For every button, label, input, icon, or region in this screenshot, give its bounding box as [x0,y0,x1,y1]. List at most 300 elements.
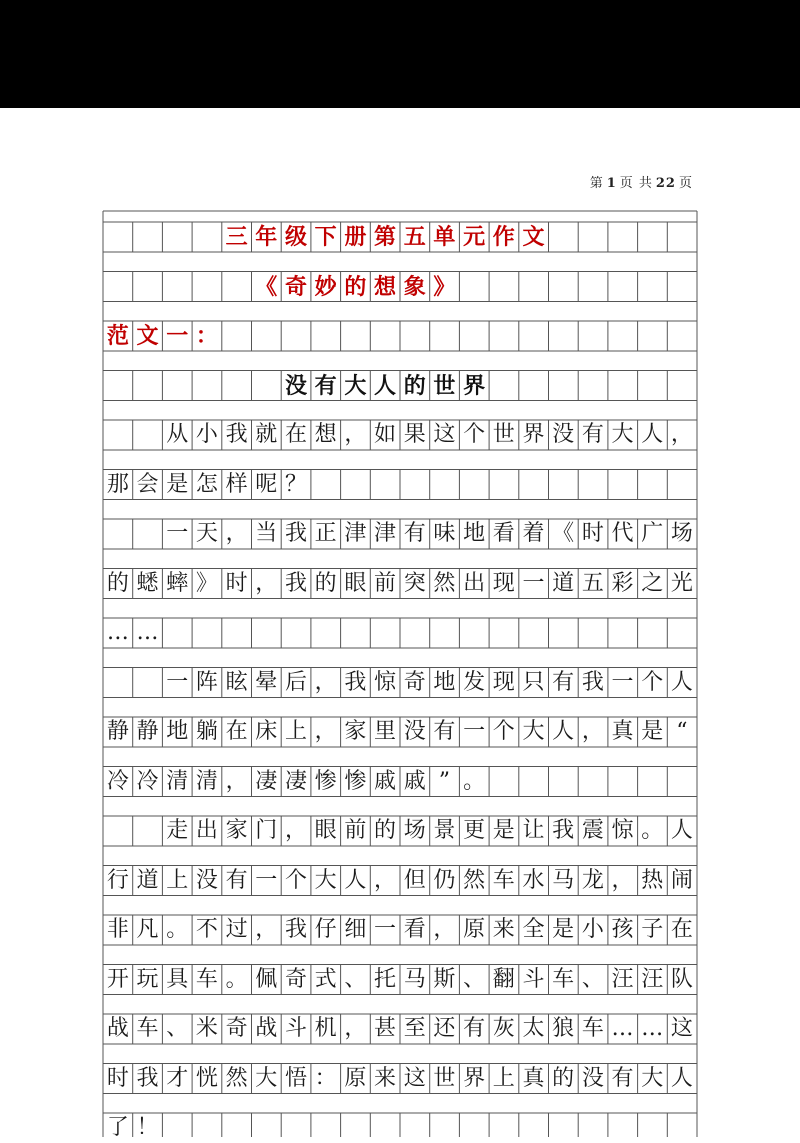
grid-cell: 的 [374,818,397,843]
grid-cell: 有 [314,372,337,399]
grid-cell: 细 [344,917,367,942]
grid-cell: 世 [433,1065,456,1091]
grid-cell: 如 [374,422,397,447]
grid-cell: 恍 [195,1065,218,1091]
grid-cell [192,618,222,648]
grid-cell [222,321,252,351]
grid-cell: 才 [166,1065,189,1091]
grid-cell: 》 [195,570,218,596]
grid-cell: 佩 [255,966,278,992]
grid-cell: ， [433,917,456,942]
grid-cell [548,321,578,351]
grid-cell [519,1113,549,1143]
grid-cell [608,767,638,797]
grid-cell [608,1113,638,1143]
grid-cell: 从 [166,422,189,447]
grid-cell: 出 [463,570,486,596]
grid-cell: 凄 [284,768,307,794]
grid-cell: 水 [522,867,545,893]
grid-cell [519,371,549,401]
grid-cell: 没 [195,867,218,893]
grid-cell: 出 [195,818,218,843]
grid-cell [103,420,133,450]
grid-cell [489,470,519,500]
grid-cell: 界 [463,1065,486,1091]
grid-cell: … [106,620,129,645]
grid-cell: 没 [403,719,426,744]
grid-cell [281,618,311,648]
grid-cell: 惨 [314,768,337,794]
grid-cell [311,618,341,648]
grid-cell: 妙 [314,273,337,300]
grid-row [103,1064,697,1094]
grid-row [103,1113,697,1143]
grid-cell [400,618,430,648]
grid-cell [578,321,608,351]
grid-cell: 下 [314,224,337,250]
grid-cell [667,767,697,797]
grid-cell: 车 [492,867,515,893]
grid-cell: 年 [255,224,278,250]
grid-cell: ？ [284,471,307,497]
grid-cell: 托 [374,966,397,992]
grid-cell: 甚 [374,1016,397,1041]
grid-cell: 行 [106,867,129,893]
grid-cell [370,618,400,648]
grid-cell [637,272,667,302]
grid-cell: 开 [106,966,129,992]
grid-cell: 人 [374,372,397,399]
grid-cell: 、 [463,966,486,992]
grid-cell: 第 [374,224,397,250]
grid-cell: 级 [284,224,307,250]
grid-cell: 地 [433,669,456,695]
grid-cell: 大 [314,867,337,893]
grid-cell: 想 [314,422,337,447]
grid-cell: 全 [522,917,545,942]
grid-cell: 个 [641,669,664,695]
grid-cell: 地 [463,521,486,546]
grid-cell: 五 [403,224,426,250]
grid-cell: 界 [463,372,486,399]
grid-cell: 一 [611,669,634,695]
grid-cell [430,470,460,500]
grid-cell [459,321,489,351]
grid-cell: 龙 [581,867,604,893]
grid-cell [459,272,489,302]
grid-row [103,618,697,648]
grid-cell [192,371,222,401]
grid-cell: 至 [403,1016,426,1041]
grid-cell: 这 [670,1016,693,1041]
grid-cell: 走 [166,818,189,843]
grid-cell: 汪 [641,966,664,992]
grid-cell: 文 [136,323,159,349]
grid-cell: 我 [284,521,307,546]
grid-cell: 眩 [225,669,248,695]
grid-cell [578,222,608,252]
grid-cell: 晕 [255,669,278,695]
grid-cell: 后 [284,669,307,695]
grid-cell: 突 [403,570,426,596]
grid-cell: 真 [522,1065,545,1091]
grid-cell: ， [255,570,278,596]
grid-cell: ， [670,422,693,447]
grid-cell: 没 [581,1065,604,1091]
grid-cell: 样 [225,471,248,497]
grid-cell: 原 [463,917,486,942]
grid-cell: 小 [195,422,218,447]
grid-cell: 三 [225,224,248,250]
grid-cell: 的 [314,570,337,596]
grid-cell: 光 [670,570,693,596]
grid-cell: 道 [136,867,159,893]
grid-cell: 当 [255,521,278,546]
grid-cell [192,222,222,252]
grid-cell: 家 [225,818,248,843]
grid-cell: 人 [552,719,575,744]
grid-row [103,668,697,698]
grid-cell [548,371,578,401]
grid-cell: 那 [106,471,129,497]
grid-cell: 在 [670,917,693,942]
grid-cell [489,371,519,401]
grid-cell: 戚 [374,768,397,794]
grid-cell: 人 [670,818,693,843]
grid-cell [578,470,608,500]
grid-cell [548,767,578,797]
grid-cell: 是 [492,818,515,843]
grid-cell: “ [676,719,688,744]
grid-cell: 我 [344,669,367,695]
grid-cell: 元 [463,224,486,250]
grid-cell [133,519,163,549]
grid-cell [548,618,578,648]
grid-cell [637,371,667,401]
grid-cell [637,618,667,648]
grid-cell [637,470,667,500]
grid-cell: 大 [641,1065,664,1091]
grid-cell [341,321,371,351]
grid-cell: 战 [255,1016,278,1041]
grid-cell: 世 [492,422,515,447]
grid-cell: … [611,1016,634,1041]
grid-cell: 味 [433,521,456,546]
grid-cell: 子 [641,917,664,942]
grid-cell: 彩 [611,570,634,596]
grid-cell: 的 [403,372,426,399]
grid-cell: 我 [581,669,604,695]
grid-cell: ， [344,422,367,447]
grid-cell [192,272,222,302]
grid-cell: 眼 [344,570,367,596]
grid-cell [637,767,667,797]
grid-cell: 《 [255,273,278,300]
grid-cell [133,816,163,846]
grid-row [103,816,697,846]
grid-cell: 马 [403,966,426,992]
grid-cell: 的 [344,273,367,300]
grid-cell: 个 [463,422,486,447]
grid-cell: 一 [166,669,189,695]
grid-cell: 现 [492,669,515,695]
grid-cell: 作 [492,224,515,250]
grid-cell [667,222,697,252]
grid-cell: 家 [344,719,367,744]
grid-cell: 床 [255,719,278,744]
grid-cell: 看 [403,917,426,942]
grid-cell [251,618,281,648]
grid-cell: 有 [552,669,575,695]
grid-cell [608,321,638,351]
grid-cell: ， [255,917,278,942]
grid-cell [489,1113,519,1143]
grid-cell: 正 [314,521,337,546]
grid-cell [341,618,371,648]
grid-cell: 有 [581,422,604,447]
grid-cell: 惊 [374,669,397,695]
grid-cell: 我 [552,818,575,843]
grid-cell: 这 [433,422,456,447]
grid-cell: 我 [136,1065,159,1091]
grid-cell: 场 [670,521,693,546]
grid-cell: 但 [403,867,426,893]
grid-cell: 是 [641,719,664,744]
grid-cell [459,618,489,648]
grid-cell: 然 [433,570,456,596]
grid-cell [489,321,519,351]
grid-cell: 静 [106,719,129,744]
grid-row [103,717,697,747]
grid-cell: 真 [611,719,634,744]
grid-cell [548,272,578,302]
grid-cell: 代 [611,521,634,546]
grid-row [103,915,697,945]
grid-cell [103,371,133,401]
grid-cell: 非 [106,917,129,942]
grid-cell: 来 [492,917,515,942]
grid-cell [192,1113,222,1143]
grid-cell [400,321,430,351]
grid-cell [519,470,549,500]
grid-cell: 范 [106,323,129,349]
grid-cell: 里 [374,719,397,744]
grid-cell: 我 [284,570,307,596]
grid-cell: 马 [552,867,575,893]
grid-cell: 眼 [314,818,337,843]
grid-cell: 单 [433,224,456,250]
grid-cell: 广 [641,521,664,546]
grid-cell [430,618,460,648]
grid-cell [608,470,638,500]
grid-cell [133,420,163,450]
grid-cell: ” [438,768,451,794]
grid-row [103,222,697,252]
grid-cell: 过 [225,917,248,942]
grid-cell: 还 [433,1016,456,1041]
grid-cell: 一 [166,521,189,546]
grid-cell: 五 [581,570,604,596]
grid-cell: 呢 [255,471,278,497]
grid-cell: 、 [344,966,367,992]
grid-cell: 时 [225,570,248,596]
grid-cell [519,321,549,351]
grid-cell: 奇 [284,966,307,992]
grid-cell: 奇 [403,669,426,695]
grid-cell [548,1113,578,1143]
grid-cell: 发 [463,669,486,695]
grid-cell: 了 [106,1115,129,1140]
grid-cell: 想 [374,273,397,300]
grid-cell: 果 [403,422,426,447]
grid-cell: 。 [166,917,189,942]
grid-cell: 翻 [492,966,515,992]
grid-cell: 人 [670,1065,693,1091]
grid-cell: 文 [522,224,545,250]
grid-cell: 机 [314,1016,337,1041]
grid-cell [251,321,281,351]
grid-cell: 清 [195,768,218,794]
grid-row [103,420,697,450]
grid-cell: 界 [522,422,545,447]
grid-row [103,569,697,599]
grid-cell [637,321,667,351]
grid-cell: 闹 [670,867,693,893]
grid-cell: 队 [670,966,693,992]
grid-cell: 有 [403,521,426,546]
grid-cell: 场 [403,818,426,843]
grid-cell: 冷 [106,768,129,794]
grid-cell: 时 [106,1065,129,1091]
grid-cell [608,222,638,252]
grid-cell [222,371,252,401]
grid-cell [341,470,371,500]
grid-cell: ， [344,1016,367,1041]
grid-cell [281,321,311,351]
grid-cell [370,321,400,351]
grid-cell: 只 [522,669,545,695]
grid-cell [548,222,578,252]
grid-cell [281,1113,311,1143]
grid-cell: 在 [284,422,307,447]
grid-cell [133,371,163,401]
grid-cell [103,272,133,302]
grid-cell: 没 [552,422,575,447]
grid-cell: 的 [552,1065,575,1091]
grid-cell: 式 [314,966,337,992]
grid-cell: 天 [195,521,218,546]
grid-cell [430,1113,460,1143]
grid-cell: 狼 [552,1016,575,1041]
grid-cell: 《 [552,521,575,546]
grid-cell: 道 [552,570,575,596]
grid-cell: 车 [136,1016,159,1041]
page-number: 第 1 页 共 22 页 [589,176,693,191]
grid-cell: 热 [641,867,664,893]
grid-cell [251,1113,281,1143]
grid-row [103,965,697,995]
grid-cell: 斯 [433,966,456,992]
grid-row [103,1014,697,1044]
grid-cell [608,371,638,401]
grid-cell: 戚 [403,768,426,794]
grid-cell: 米 [195,1016,218,1041]
grid-cell [459,470,489,500]
grid-row [103,470,697,500]
grid-cell: 斗 [284,1016,307,1041]
grid-cell: 斗 [522,966,545,992]
grid-cell: 躺 [195,719,218,744]
grid-cell: 大 [344,372,367,399]
grid-cell: 震 [581,818,604,843]
grid-cell: 静 [136,719,159,744]
grid-row [103,866,697,896]
grid-cell: 门 [255,818,278,843]
grid-cell [103,668,133,698]
grid-cell: ， [581,719,604,744]
grid-cell: 册 [344,224,367,250]
grid-cell: 一 [255,867,278,893]
grid-cell: 上 [166,867,189,893]
grid-cell: 奇 [284,273,307,300]
grid-cell: 就 [255,422,278,447]
grid-cell: 象 [403,273,426,300]
grid-cell [578,272,608,302]
grid-cell: 蟋 [136,570,159,596]
grid-cell: 前 [374,570,397,596]
grid-cell [341,1113,371,1143]
grid-cell [519,618,549,648]
grid-cell: 孩 [611,917,634,942]
grid-cell: 会 [136,471,159,497]
grid-cell: 车 [552,966,575,992]
grid-cell: 时 [581,521,604,546]
grid-cell: 蟀 [166,570,189,596]
grid-cell [400,1113,430,1143]
grid-cell: 、 [166,1016,189,1041]
grid-cell: 阵 [195,669,218,695]
grid-cell: ， [611,867,634,893]
grid-cell [489,618,519,648]
grid-cell [251,371,281,401]
grid-cell: 有 [463,1016,486,1041]
grid-cell [667,321,697,351]
grid-cell: 我 [284,917,307,942]
grid-cell [519,272,549,302]
grid-cell [667,1113,697,1143]
grid-cell: 大 [255,1065,278,1091]
grid-cell [370,470,400,500]
grid-cell: ！ [136,1115,159,1140]
grid-cell: 地 [166,719,189,744]
grid-cell: 大 [611,422,634,447]
grid-cell: ， [225,521,248,546]
grid-cell: 灰 [492,1016,515,1041]
grid-cell: 大 [522,719,545,744]
grid-cell: 人 [344,867,367,893]
grid-cell: 着 [522,521,545,546]
grid-cell [608,272,638,302]
grid-cell: 津 [344,521,367,546]
grid-cell: 一 [463,719,486,744]
grid-cell [311,321,341,351]
grid-cell: 怎 [195,471,218,497]
grid-cell: 看 [492,521,515,546]
grid-row [103,519,697,549]
grid-cell [162,222,192,252]
grid-cell: ， [374,867,397,893]
grid-cell [667,470,697,500]
